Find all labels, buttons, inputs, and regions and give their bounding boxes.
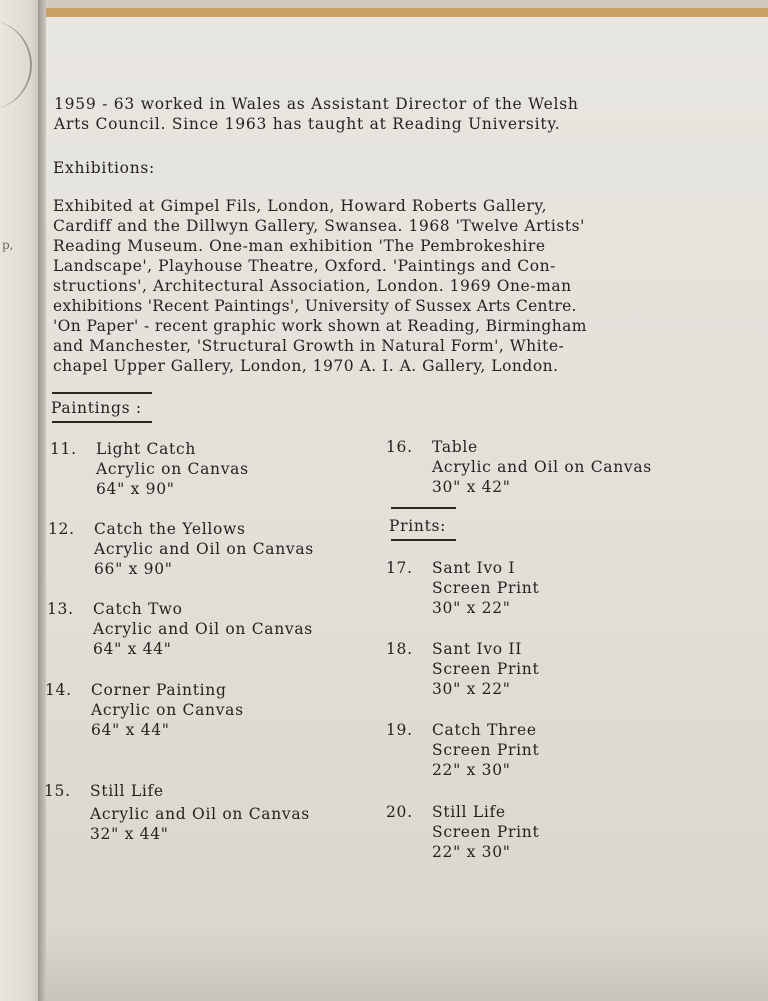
item-size: 64" x 44" — [93, 640, 172, 658]
item-size: 32" x 44" — [90, 825, 169, 843]
item-size: 66" x 90" — [94, 560, 173, 578]
exhibitions-line: Landscape', Playhouse Theatre, Oxford. 'Paintings and Con- — [53, 257, 556, 275]
item-medium: Acrylic and Oil on Canvas — [93, 620, 313, 638]
item-title: Still Life — [90, 782, 164, 800]
paintings-rule-top — [52, 392, 152, 394]
item-number: 18. — [386, 640, 413, 658]
exhibitions-line: exhibitions 'Recent Paintings', University of Sussex Arts Centre. — [53, 297, 577, 315]
item-medium: Acrylic and Oil on Canvas — [94, 540, 314, 558]
exhibitions-paragraph — [53, 197, 587, 377]
item-number: 17. — [386, 559, 413, 577]
item-title: Catch Two — [93, 600, 183, 618]
paintings-rule-bottom — [52, 421, 152, 423]
item-medium: Screen Print — [432, 579, 540, 597]
item-number: 15. — [44, 782, 71, 800]
biography-paragraph — [54, 95, 579, 135]
item-title: Catch the Yellows — [94, 520, 246, 538]
exhibitions-line: 'On Paper' - recent graphic work shown at Reading, Birmingham — [53, 317, 587, 335]
item-medium: Acrylic and Oil on Canvas — [90, 805, 310, 823]
bio-line: 1959 - 63 worked in Wales as Assistant Director of the Welsh — [54, 95, 579, 113]
item-title: Sant Ivo I — [432, 559, 516, 577]
exhibitions-line: Exhibited at Gimpel Fils, London, Howard Roberts Gallery, — [53, 197, 548, 215]
facing-page-text-fragment: p, — [2, 238, 14, 252]
item-medium: Acrylic and Oil on Canvas — [432, 458, 652, 476]
item-size: 30" x 42" — [432, 478, 511, 496]
exhibitions-line: structions', Architectural Association, London. 1969 One-man — [53, 277, 572, 295]
item-number: 12. — [48, 520, 75, 538]
exhibitions-line: and Manchester, 'Structural Growth in Natural Form', White- — [53, 337, 565, 355]
bio-line: Arts Council. Since 1963 has taught at Reading University. — [54, 115, 561, 133]
item-medium: Screen Print — [432, 660, 540, 678]
exhibitions-line: Reading Museum. One-man exhibition 'The Pembrokeshire — [53, 237, 546, 255]
item-number: 11. — [50, 440, 77, 458]
item-size: 30" x 22" — [432, 599, 511, 617]
item-title: Still Life — [432, 803, 506, 821]
item-size: 64" x 90" — [96, 480, 175, 498]
item-medium: Screen Print — [432, 741, 540, 759]
item-title: Corner Painting — [91, 681, 227, 699]
exhibitions-heading: Exhibitions: — [53, 159, 155, 177]
page-shadow — [46, 930, 768, 1001]
facing-page-curve — [0, 20, 32, 110]
item-number: 14. — [45, 681, 72, 699]
exhibitions-line: Cardiff and the Dillwyn Gallery, Swansea. 1968 'Twelve Artists' — [53, 217, 585, 235]
item-medium: Acrylic on Canvas — [91, 701, 244, 719]
item-title: Sant Ivo II — [432, 640, 523, 658]
item-number: 13. — [47, 600, 74, 618]
item-number: 16. — [386, 438, 413, 456]
catalogue-page — [46, 8, 768, 1001]
item-size: 64" x 44" — [91, 721, 170, 739]
item-title: Table — [432, 438, 478, 456]
prints-heading: Prints: — [389, 517, 447, 535]
item-medium: Acrylic on Canvas — [96, 460, 249, 478]
item-number: 20. — [386, 803, 413, 821]
item-size: 22" x 30" — [432, 761, 511, 779]
paintings-heading: Paintings : — [51, 399, 142, 417]
prints-rule-top — [391, 507, 456, 509]
exhibitions-line: chapel Upper Gallery, London, 1970 A. I. A. Gallery, London. — [53, 357, 559, 375]
item-medium: Screen Print — [432, 823, 540, 841]
item-size: 30" x 22" — [432, 680, 511, 698]
item-number: 19. — [386, 721, 413, 739]
item-title: Catch Three — [432, 721, 537, 739]
item-title: Light Catch — [96, 440, 197, 458]
prints-rule-bottom — [391, 539, 456, 541]
item-size: 22" x 30" — [432, 843, 511, 861]
